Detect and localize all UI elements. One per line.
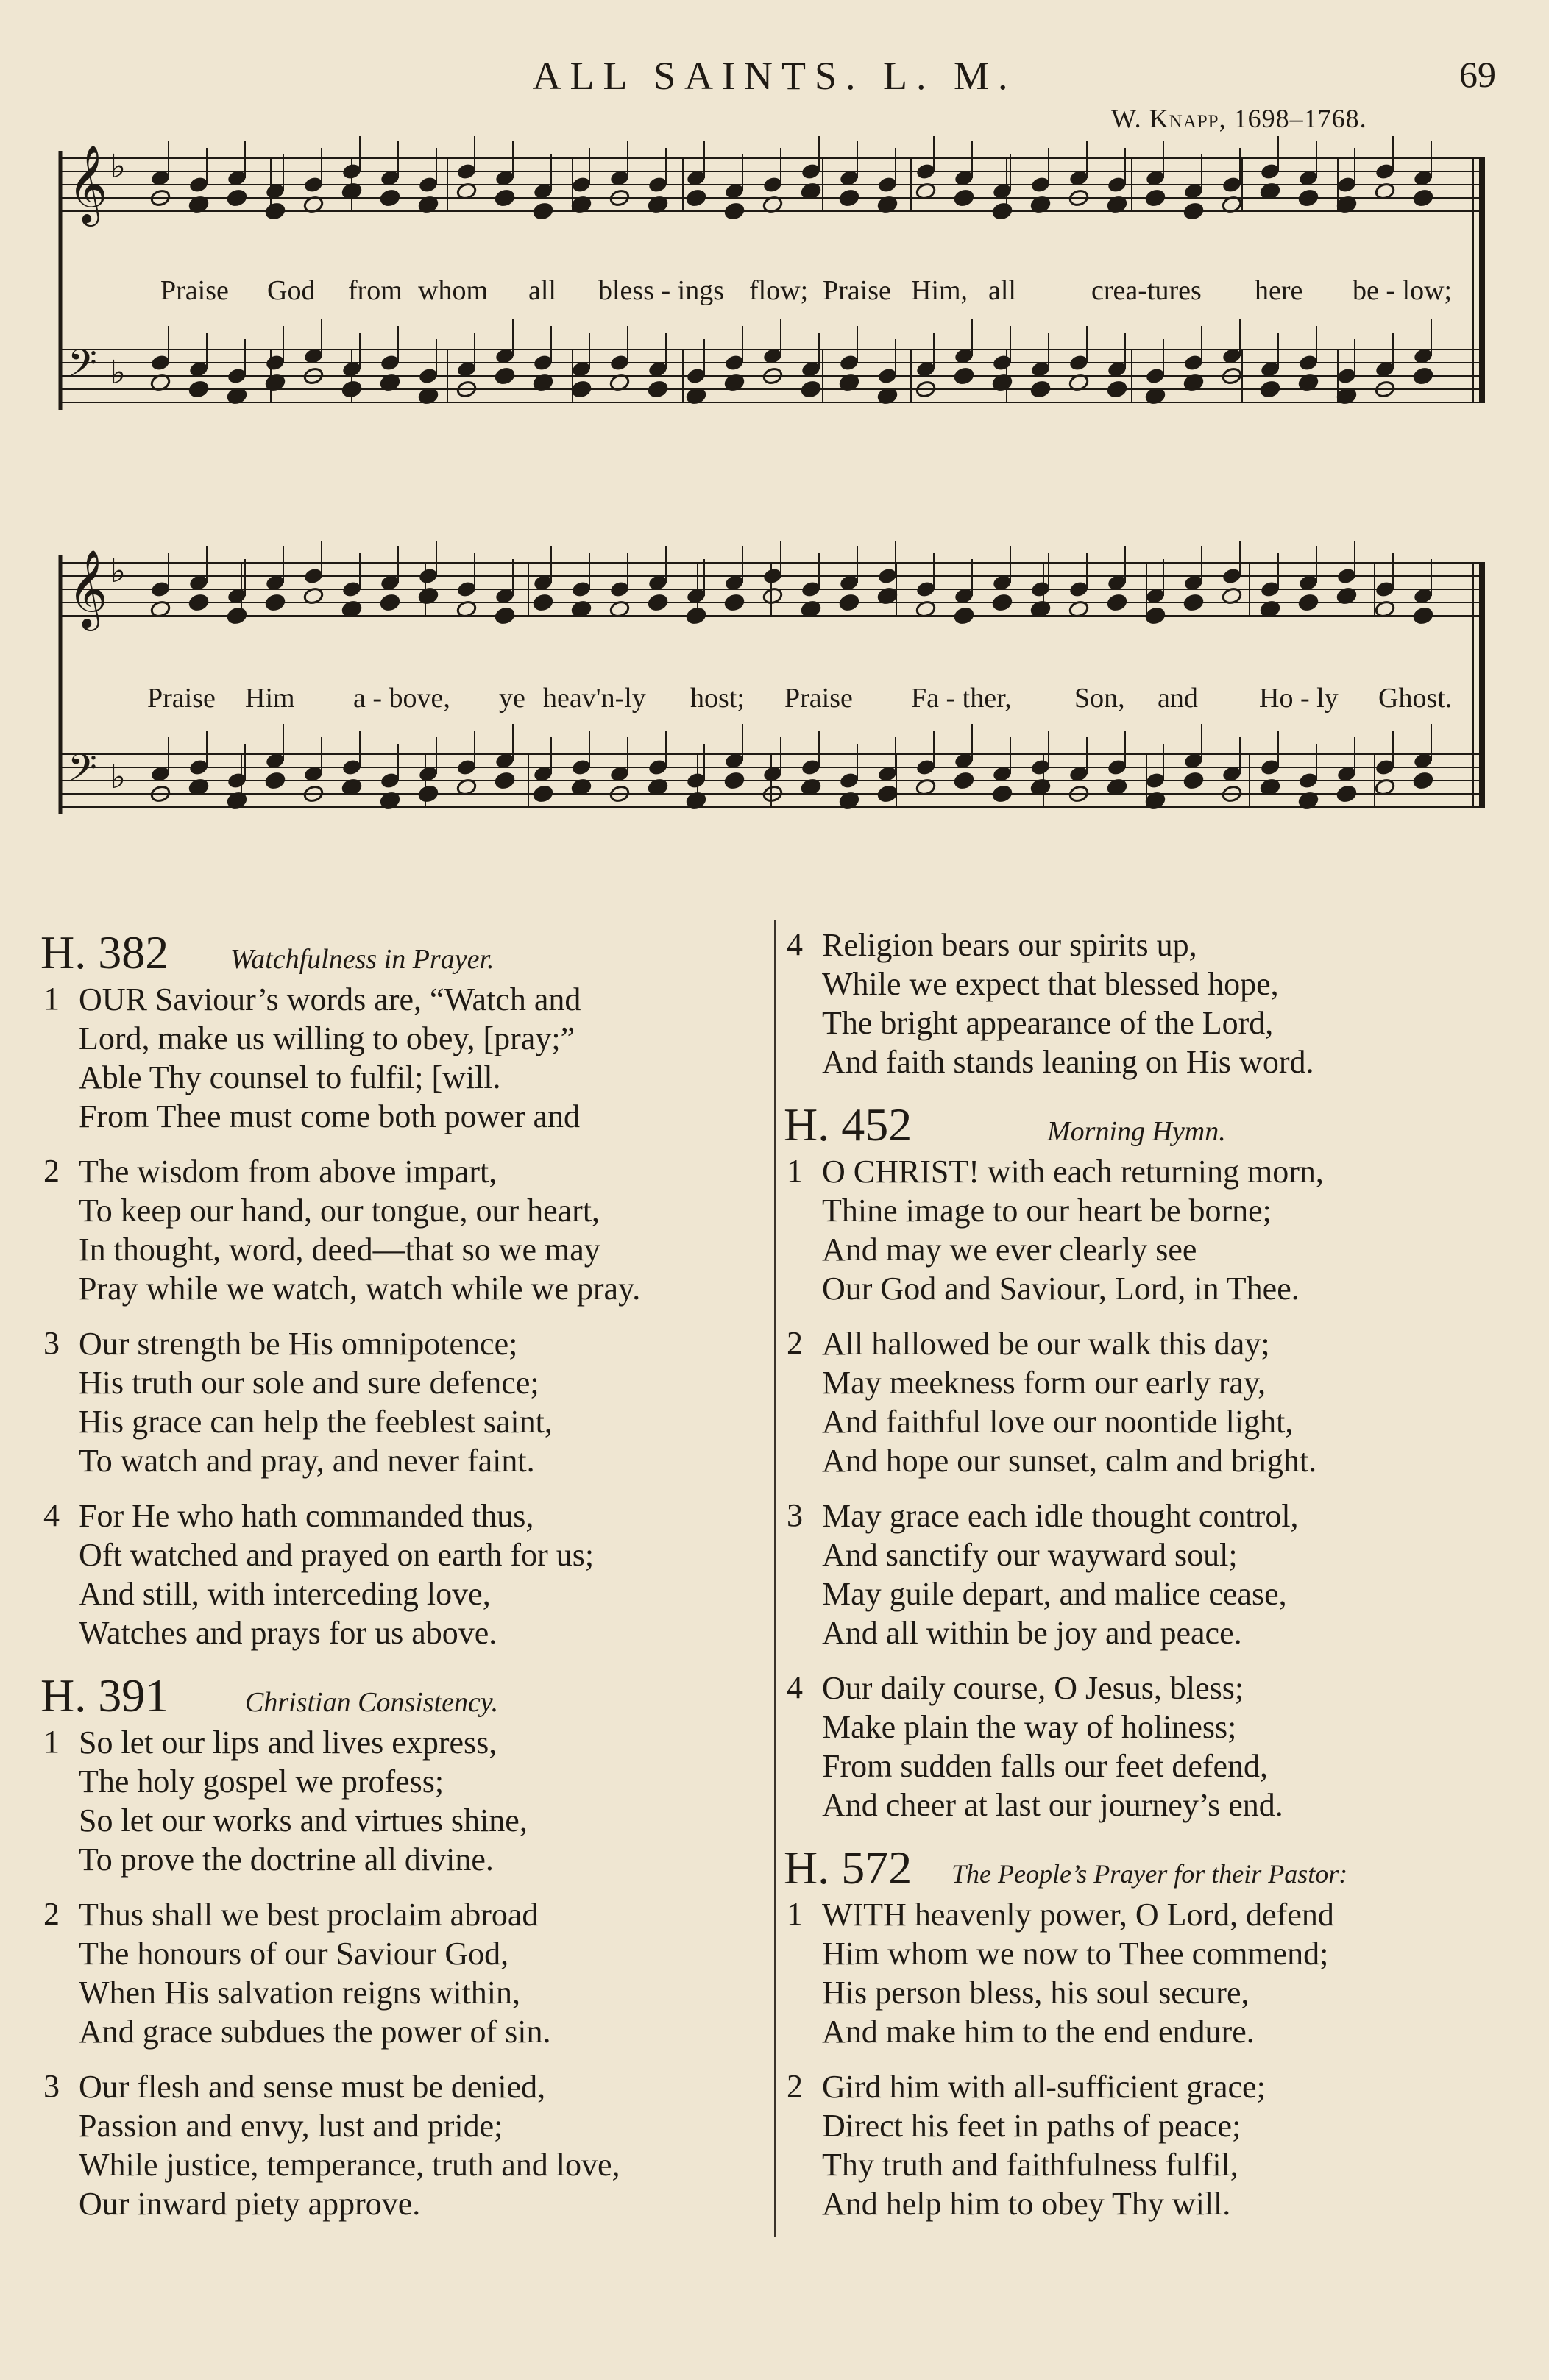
lyric-syllable: Praise [784, 683, 853, 714]
verse-number: 3 [43, 1325, 60, 1361]
verse-line: Lord, make us willing to obey, [pray;” [79, 1020, 575, 1056]
verse-line: And grace subdues the power of sin. [79, 2014, 551, 2050]
hymn-verse [784, 1496, 1505, 1652]
verse-line: O CHRIST! with each returning morn, [822, 1154, 1324, 1190]
verse-line: Gird him with all-sufficient grace; [822, 2069, 1266, 2105]
verse-line: Pray while we watch, watch while we pray. [79, 1271, 641, 1307]
note-head [1413, 606, 1434, 625]
note-head [380, 188, 401, 207]
hymn-verse-continued [784, 926, 1505, 1081]
bass-clef-icon: 𝄢 [68, 745, 97, 799]
verse-line: From Thee must come both power and [79, 1098, 581, 1134]
verse-line: May meekness form our early ray, [822, 1365, 1266, 1401]
flat-icon: ♭ [110, 354, 126, 391]
note-head [495, 771, 516, 789]
verse-line: When His salvation reigns within, [79, 1975, 521, 2011]
lyric-syllable: crea-tures [1091, 275, 1202, 306]
verse-line: And faithful love our noontide light, [822, 1404, 1294, 1440]
verse-line: Religion bears our spirits up, [822, 927, 1197, 963]
hymn-heading [40, 926, 762, 980]
page-header [0, 53, 1549, 104]
note-head [954, 188, 975, 207]
verse-line: And hope our sunset, calm and bright. [822, 1443, 1317, 1479]
page-number: 69 [1459, 54, 1496, 95]
note-head [265, 202, 286, 220]
verse-line: To prove the doctrine all divine. [79, 1841, 494, 1878]
hymn-number: H. 391 [40, 1669, 169, 1722]
lyric-syllable: whom [418, 275, 488, 306]
lyric-syllable: Ghost. [1378, 683, 1453, 714]
lyric-syllable: all [528, 275, 556, 306]
note-head [227, 606, 248, 625]
verse-line: And faith stands leaning on His word. [822, 1044, 1314, 1080]
bass-clef-icon: 𝄢 [68, 341, 97, 394]
verse-number: 4 [787, 1669, 803, 1705]
lyric-syllable: Him, [911, 275, 968, 306]
verse-number: 2 [787, 1325, 803, 1361]
flat-icon: ♭ [110, 759, 126, 796]
note-head [1413, 366, 1434, 385]
note-head [188, 380, 210, 398]
note-head [1030, 380, 1052, 398]
verse-line: Our God and Saviour, Lord, in Thee. [822, 1271, 1300, 1307]
note-head [724, 771, 745, 789]
verse-line: And all within be joy and peace. [822, 1615, 1242, 1651]
hymn-verse [40, 1152, 762, 1308]
verse-line: Thus shall we best proclaim abroad [79, 1897, 539, 1933]
note-head [1336, 784, 1358, 803]
lyric-syllable: God [267, 275, 316, 306]
note-head [1413, 188, 1434, 207]
verse-line: So let our works and virtues shine, [79, 1802, 528, 1839]
note-head [265, 593, 286, 611]
verse-line: So let our lips and lives express, [79, 1724, 497, 1761]
tune-title: ALL SAINTS. L. M. [532, 54, 1017, 98]
verse-number: 2 [43, 1896, 60, 1932]
verse-number: 4 [787, 926, 803, 962]
note-head [992, 593, 1013, 611]
verse-number: 2 [43, 1153, 60, 1189]
lyric-syllable: here [1255, 275, 1303, 306]
verse-line: May guile depart, and malice cease, [822, 1576, 1287, 1612]
lyric-syllable: host; [690, 683, 745, 714]
verse-line: Watches and prays for us above. [79, 1615, 497, 1651]
lyric-syllable: be - low; [1353, 275, 1453, 306]
lyric-syllable: Praise [147, 683, 216, 714]
verse-line: Passion and envy, lust and pride; [79, 2108, 503, 2144]
verse-line: The holy gospel we profess; [79, 1763, 444, 1800]
final-bar-line-thick [1479, 563, 1485, 807]
note-head [1260, 380, 1281, 398]
hymn-verse [40, 1324, 762, 1480]
verse-number: 1 [787, 1153, 803, 1189]
note-head [992, 784, 1013, 803]
note-head [380, 593, 401, 611]
hymn-verse [40, 1496, 762, 1652]
hymn-verse [784, 1324, 1505, 1480]
note-head [1413, 771, 1434, 789]
note-head [648, 593, 669, 611]
note-head [992, 202, 1013, 220]
verse-line: His grace can help the feeblest saint, [79, 1404, 553, 1440]
lyric-syllable: and [1158, 683, 1198, 714]
hymn-theme: Christian Consistency. [245, 1687, 499, 1718]
verse-line: Make plain the way of holiness; [822, 1709, 1237, 1745]
lyric-syllable: all [988, 275, 1016, 306]
hymn-theme: The People’s Prayer for their Pastor: [951, 1859, 1348, 1889]
note-head [495, 606, 516, 625]
flat-icon: ♭ [110, 553, 126, 590]
lyric-syllable: Praise [160, 275, 229, 306]
verse-number: 1 [787, 1896, 803, 1932]
note-head [686, 606, 707, 625]
note-head [418, 784, 439, 803]
verse-line: And sanctify our wayward soul; [822, 1537, 1238, 1573]
note-head [954, 771, 975, 789]
hymn-verse [40, 980, 762, 1136]
music-system-1 [57, 136, 1492, 489]
verse-line: Thy truth and faithfulness fulfil, [822, 2147, 1238, 2183]
verse-line: The wisdom from above impart, [79, 1154, 497, 1190]
note-head [724, 202, 745, 220]
note-head [1183, 593, 1205, 611]
lyric-syllable: from [348, 275, 403, 306]
verse-line: And may we ever clearly see [822, 1232, 1197, 1268]
music-system-2 [57, 541, 1492, 887]
verse-line: For He who hath commanded thus, [79, 1498, 534, 1534]
hymn-verse [784, 2067, 1505, 2223]
note-head [188, 593, 210, 611]
hymn-verse [784, 1669, 1505, 1825]
treble-clef-icon: 𝄞 [68, 549, 108, 628]
lyric-syllable: Him [245, 683, 295, 714]
hymn-number: H. 572 [784, 1841, 912, 1894]
verse-line: Able Thy counsel to fulfil; [will. [79, 1059, 501, 1095]
hymn-number: H. 382 [40, 926, 169, 978]
verse-line: His person bless, his soul secure, [822, 1975, 1250, 2011]
verse-line: And help him to obey Thy will. [822, 2186, 1231, 2222]
note-head [1145, 188, 1166, 207]
note-head [533, 784, 554, 803]
verse-line: All hallowed be our walk this day; [822, 1326, 1270, 1362]
verse-line: And still, with interceding love, [79, 1576, 491, 1612]
note-head [495, 188, 516, 207]
lyric-syllable: Ho - ly [1259, 683, 1339, 714]
verse-line: The bright appearance of the Lord, [822, 1005, 1274, 1041]
verse-number: 4 [43, 1497, 60, 1533]
note-head [839, 593, 860, 611]
verse-line: While we expect that blessed hope, [822, 966, 1279, 1002]
score-notation-1 [57, 136, 1492, 489]
note-head [533, 593, 554, 611]
note-head [801, 380, 822, 398]
lyric-syllable: Fa - ther, [911, 683, 1012, 714]
verse-line: While justice, temperance, truth and love, [79, 2147, 620, 2183]
verse-line: Oft watched and prayed on earth for us; [79, 1537, 595, 1573]
hymn-heading [40, 1669, 762, 1723]
verse-line: Direct his feet in paths of peace; [822, 2108, 1241, 2144]
lyric-syllable: heav'n-ly [543, 683, 646, 714]
lyric-syllable: bless - ings [598, 275, 724, 306]
verse-line: And make him to the end endure. [822, 2014, 1255, 2050]
note-head [724, 593, 745, 611]
verse-line: OUR Saviour’s words are, “Watch and [79, 981, 581, 1017]
verse-line: From sudden falls our feet defend, [822, 1748, 1269, 1784]
verse-line: To watch and pray, and never faint. [79, 1443, 535, 1479]
note-head [571, 380, 592, 398]
note-head [839, 188, 860, 207]
verse-line: Our inward piety approve. [79, 2186, 421, 2222]
column-divider [774, 920, 776, 2237]
final-bar-line-thick [1479, 158, 1485, 402]
hymn-theme: Watchfulness in Prayer. [230, 944, 495, 975]
note-head [648, 380, 669, 398]
verse-line: Our flesh and sense must be denied, [79, 2069, 546, 2105]
verse-number: 3 [787, 1497, 803, 1533]
note-head [341, 380, 363, 398]
hymn-heading [784, 1841, 1505, 1895]
verse-number: 3 [43, 2068, 60, 2104]
verse-line: Our daily course, O Jesus, bless; [822, 1670, 1244, 1706]
note-head [1145, 606, 1166, 625]
note-head [265, 771, 286, 789]
note-head [1107, 593, 1128, 611]
note-head [954, 366, 975, 385]
hymn-verse [784, 1152, 1505, 1308]
note-head [227, 188, 248, 207]
composer-credit: W. Knapp, 1698–1768. [1111, 104, 1367, 133]
verse-line: WITH heavenly power, O Lord, defend [822, 1897, 1334, 1933]
lyric-syllable: a - bove, [353, 683, 450, 714]
verse-number: 1 [43, 981, 60, 1017]
lyric-syllable: ye [499, 683, 525, 714]
verse-line: In thought, word, deed—that so we may [79, 1232, 600, 1268]
hymn-verse [40, 1895, 762, 2051]
hymn-number: H. 452 [784, 1098, 912, 1151]
note-head [1183, 202, 1205, 220]
note-head [1298, 188, 1319, 207]
lyric-syllable: Son, [1074, 683, 1125, 714]
verse-number: 2 [787, 2068, 803, 2104]
note-head [495, 366, 516, 385]
verse-line: To keep our hand, our tongue, our heart, [79, 1193, 600, 1229]
verse-number: 1 [43, 1724, 60, 1760]
treble-clef-icon: 𝄞 [68, 144, 108, 223]
verse-line: And cheer at last our journey’s end. [822, 1787, 1283, 1823]
note-head [686, 188, 707, 207]
note-head [1183, 771, 1205, 789]
hymn-column-right [784, 920, 1505, 2244]
flat-icon: ♭ [110, 148, 126, 185]
verse-line: His truth our sole and sure defence; [79, 1365, 539, 1401]
hymn-verse [40, 1723, 762, 1879]
verse-line: The honours of our Saviour God, [79, 1936, 509, 1972]
hymn-column-left [40, 920, 762, 2244]
verse-line: Thine image to our heart be borne; [822, 1193, 1272, 1229]
note-head [1107, 380, 1128, 398]
note-head [954, 606, 975, 625]
lyric-syllable: flow; [749, 275, 809, 306]
note-head [877, 784, 898, 803]
lyric-syllable: Praise [823, 275, 891, 306]
verse-line: Him whom we now to Thee commend; [822, 1936, 1329, 1972]
hymn-theme: Morning Hymn. [1047, 1116, 1226, 1147]
hymn-verse [40, 2067, 762, 2223]
note-head [533, 202, 554, 220]
hymn-heading [784, 1098, 1505, 1152]
verse-line: May grace each idle thought control, [822, 1498, 1299, 1534]
hymn-verse [784, 1895, 1505, 2051]
note-head [1298, 593, 1319, 611]
verse-line: Our strength be His omnipotence; [79, 1326, 518, 1362]
